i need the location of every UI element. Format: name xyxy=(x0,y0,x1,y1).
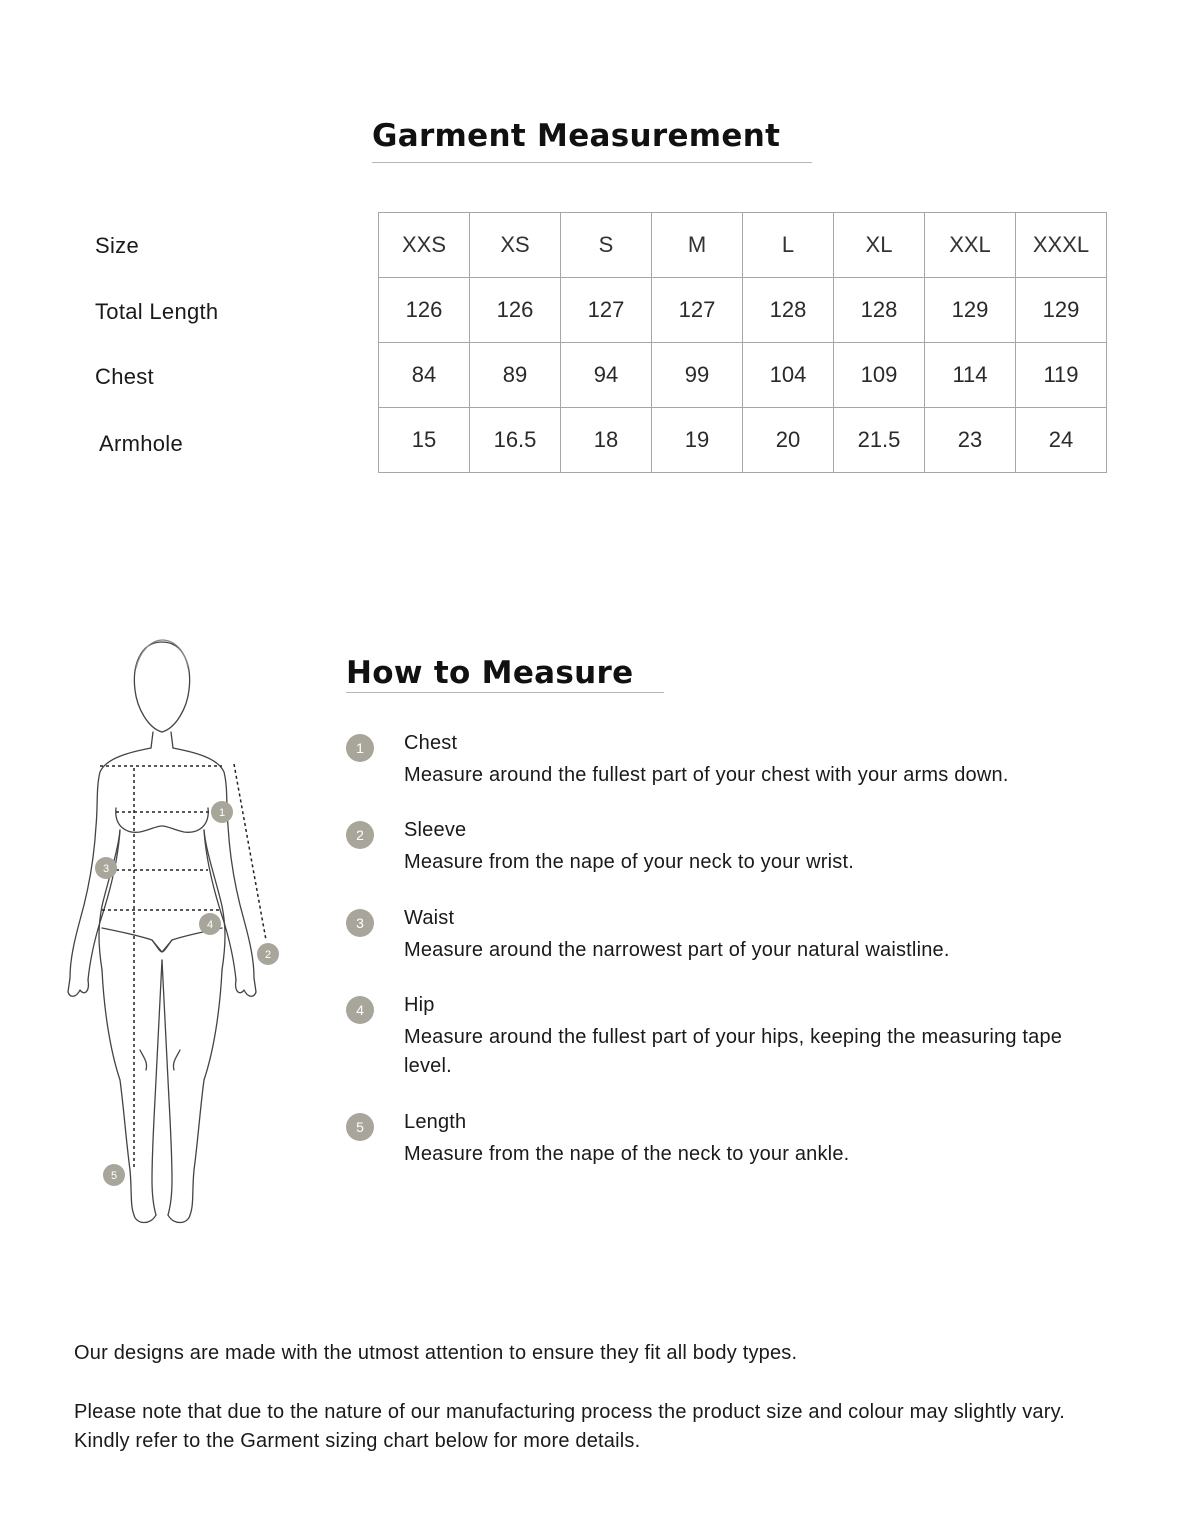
title-underline xyxy=(346,692,664,693)
marker-2: 2 xyxy=(264,949,272,961)
armhole-cell: 20 xyxy=(743,408,834,473)
variation-note: Please note that due to the nature of our manufacturing process the product size and colour may slightly vary. Kindly refer to the Garment sizing chart below for more details. xyxy=(74,1401,1066,1452)
size-cell: XXXL xyxy=(1016,213,1107,278)
table-row-total-length xyxy=(379,278,1107,343)
size-cell: XS xyxy=(470,213,561,278)
armhole-cell: 24 xyxy=(1016,408,1107,473)
size-cell: XL xyxy=(834,213,925,278)
fit-note: Our designs are made with the utmost attention to ensure they fit all body types. xyxy=(74,1342,798,1364)
step-name: Waist xyxy=(404,907,455,929)
chest-cell: 114 xyxy=(925,343,1016,408)
step-number: 1 xyxy=(346,734,374,762)
armhole-cell: 19 xyxy=(652,408,743,473)
total-length-cell: 129 xyxy=(925,278,1016,343)
body-outline-icon xyxy=(60,630,300,1230)
chest-cell: 89 xyxy=(470,343,561,408)
marker-5: 5 xyxy=(110,1170,118,1182)
title-underline xyxy=(372,162,812,163)
step-description: Measure around the fullest part of your chest with your arms down. xyxy=(404,764,1009,786)
step-number: 4 xyxy=(346,996,374,1024)
chest-cell: 84 xyxy=(379,343,470,408)
marker-4: 4 xyxy=(206,919,214,931)
step-description: Measure from the nape of your neck to your wrist. xyxy=(404,851,854,873)
armhole-cell: 18 xyxy=(561,408,652,473)
step-number: 5 xyxy=(346,1113,374,1141)
total-length-cell: 127 xyxy=(652,278,743,343)
step-description: Measure around the narrowest part of your natural waistline. xyxy=(404,939,950,961)
chest-cell: 99 xyxy=(652,343,743,408)
size-cell: XXS xyxy=(379,213,470,278)
row-label-total-length: Total Length xyxy=(95,299,219,324)
row-label-size: Size xyxy=(95,233,139,258)
armhole-cell: 16.5 xyxy=(470,408,561,473)
chest-cell: 94 xyxy=(561,343,652,408)
row-label-armhole: Armhole xyxy=(99,431,184,456)
table-row-armhole xyxy=(379,408,1107,473)
table-row-chest xyxy=(379,343,1107,408)
size-table xyxy=(378,212,1107,473)
total-length-cell: 129 xyxy=(1016,278,1107,343)
step-name: Hip xyxy=(404,994,435,1016)
total-length-cell: 126 xyxy=(379,278,470,343)
step-name: Sleeve xyxy=(404,819,467,841)
size-cell: L xyxy=(743,213,834,278)
step-description: Measure from the nape of the neck to your ankle. xyxy=(404,1143,850,1165)
total-length-cell: 128 xyxy=(743,278,834,343)
step-name: Chest xyxy=(404,732,458,754)
total-length-cell: 127 xyxy=(561,278,652,343)
garment-measurement-title: Garment Measurement xyxy=(372,118,781,154)
step-name: Length xyxy=(404,1111,467,1133)
armhole-cell: 23 xyxy=(925,408,1016,473)
total-length-cell: 128 xyxy=(834,278,925,343)
armhole-cell: 15 xyxy=(379,408,470,473)
row-label-chest: Chest xyxy=(95,364,154,389)
chest-cell: 109 xyxy=(834,343,925,408)
step-description: Measure around the fullest part of your hips, keeping the measuring tape level. xyxy=(404,1026,1063,1077)
table-row-sizes xyxy=(379,213,1107,278)
chest-cell: 119 xyxy=(1016,343,1107,408)
total-length-cell: 126 xyxy=(470,278,561,343)
step-number: 3 xyxy=(346,909,374,937)
size-cell: M xyxy=(652,213,743,278)
size-cell: S xyxy=(561,213,652,278)
armhole-cell: 21.5 xyxy=(834,408,925,473)
chest-cell: 104 xyxy=(743,343,834,408)
marker-1: 1 xyxy=(218,807,226,819)
size-cell: XXL xyxy=(925,213,1016,278)
step-number: 2 xyxy=(346,821,374,849)
how-to-measure-title: How to Measure xyxy=(346,655,634,691)
marker-3: 3 xyxy=(102,863,110,875)
